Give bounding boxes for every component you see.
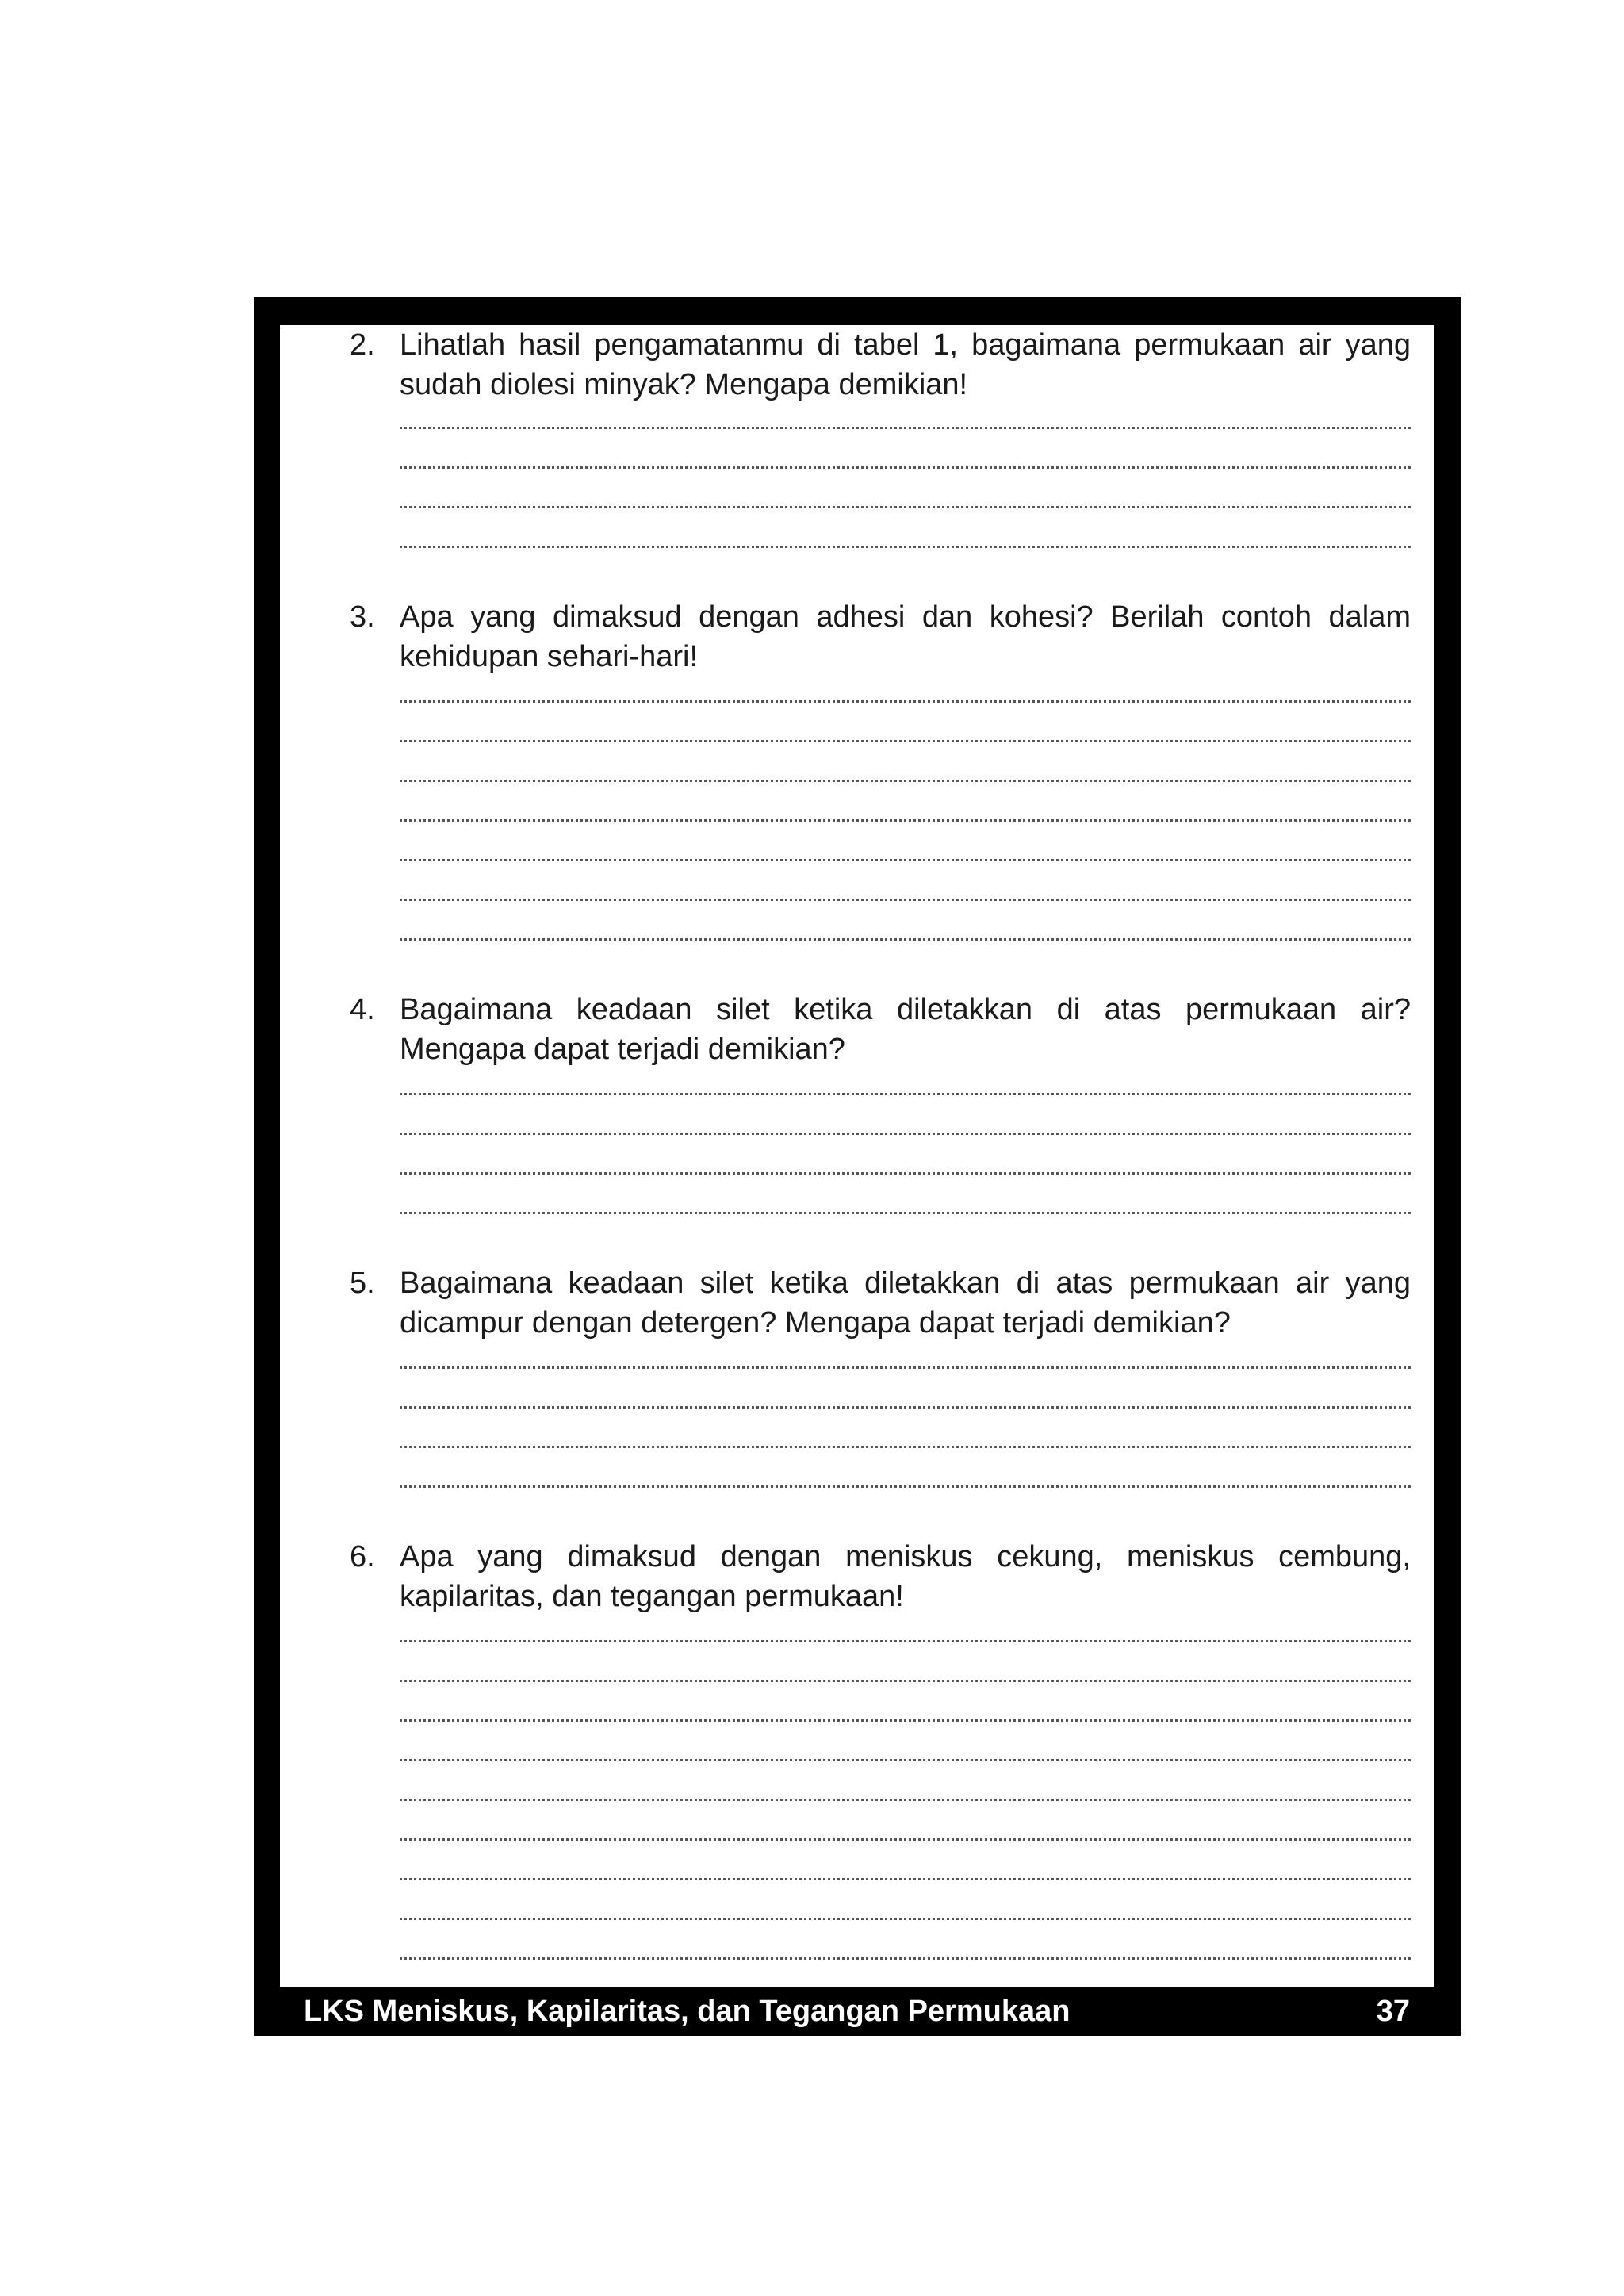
question-text: Bagaimana keadaan silet ketika diletakkan di atas permukaan air yang dicampur dengan detergen? Mengapa dapat terjadi demikian?: [400, 1267, 1411, 1340]
question-text: Bagaimana keadaan silet ketika diletakkan di atas permukaan air? Mengapa dapat terjadi demikian?: [400, 993, 1411, 1066]
answer-line[interactable]: [400, 938, 1411, 941]
answer-line[interactable]: [400, 1093, 1411, 1095]
answer-line[interactable]: [400, 1640, 1411, 1642]
question-text: Apa yang dimaksud dengan adhesi dan kohesi? Berilah contoh dalam kehidupan sehari-hari!: [400, 600, 1411, 673]
answer-line[interactable]: [400, 1212, 1411, 1214]
page-number: 37: [1376, 1995, 1410, 2028]
answer-line[interactable]: [400, 1759, 1411, 1761]
answer-line[interactable]: [400, 1133, 1411, 1135]
answer-line[interactable]: [400, 1485, 1411, 1488]
question-text: Lihatlah hasil pengamatanmu di tabel 1, bagaimana permukaan air yang sudah diolesi minyak? Mengapa demikian!: [400, 328, 1411, 401]
answer-line[interactable]: [400, 819, 1411, 822]
answer-line[interactable]: [400, 1719, 1411, 1722]
answer-line[interactable]: [400, 1799, 1411, 1801]
answer-line[interactable]: [400, 1680, 1411, 1682]
answer-line[interactable]: [400, 466, 1411, 469]
question-number: 6.: [350, 1540, 375, 1573]
answer-line[interactable]: [400, 1406, 1411, 1409]
question-number: 2.: [350, 328, 375, 362]
answer-line[interactable]: [400, 546, 1411, 548]
answer-line[interactable]: [400, 1446, 1411, 1448]
answer-line[interactable]: [400, 899, 1411, 901]
question-number: 4.: [350, 993, 375, 1026]
answer-line[interactable]: [400, 780, 1411, 782]
question-4: [350, 990, 1411, 1228]
answer-line[interactable]: [400, 427, 1411, 429]
answer-line[interactable]: [400, 1838, 1411, 1841]
answer-line[interactable]: [400, 1878, 1411, 1880]
answer-line[interactable]: [400, 1172, 1411, 1175]
footer-title: LKS Meniskus, Kapilaritas, dan Tegangan Permukaan: [304, 1995, 1071, 2028]
answer-line[interactable]: [400, 1366, 1411, 1369]
question-text: Apa yang dimaksud dengan meniskus cekung, meniskus cembung, kapilaritas, dan tegangan permukaan!: [400, 1540, 1411, 1613]
question-6: [350, 1537, 1411, 1973]
page-footer: [280, 1987, 1434, 2036]
answer-line[interactable]: [400, 859, 1411, 861]
answer-line[interactable]: [400, 700, 1411, 703]
question-number: 5.: [350, 1267, 375, 1300]
question-5: [350, 1263, 1411, 1501]
question-3: [350, 597, 1411, 954]
answer-line[interactable]: [400, 1918, 1411, 1920]
answer-line[interactable]: [400, 740, 1411, 742]
answer-line[interactable]: [400, 1957, 1411, 1960]
answer-line[interactable]: [400, 506, 1411, 508]
question-2: [350, 325, 1411, 563]
question-number: 3.: [350, 600, 375, 634]
